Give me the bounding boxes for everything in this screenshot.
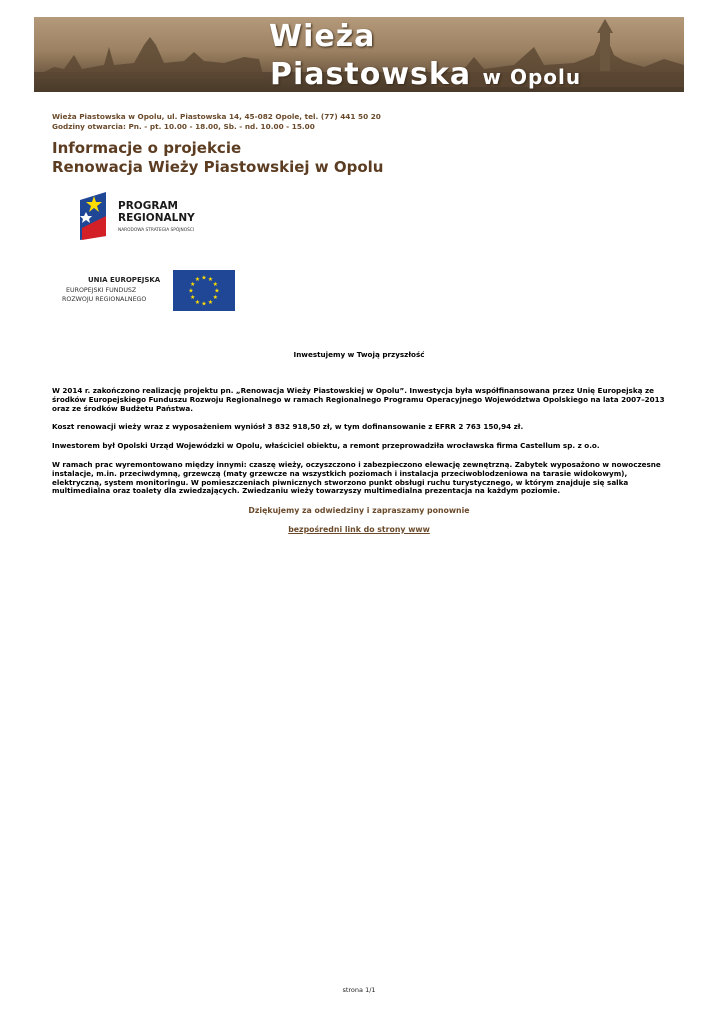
eu-star-icon: ★: [214, 287, 220, 295]
page-number: strona 1/1: [342, 986, 376, 994]
eu-star-icon: ★: [188, 287, 194, 295]
eu-star-icon: ★: [201, 300, 207, 308]
eu-star-icon: ★: [194, 298, 201, 306]
eu-flag-icon: [173, 270, 235, 311]
address-line: Wieża Piastowska w Opolu, ul. Piastowska 14, 45-082 Opole, tel. (77) 441 50 20: [52, 112, 381, 121]
eu-label-line2: EUROPEJSKI FUNDUSZ: [66, 287, 137, 294]
program-label-line1: PROGRAM: [118, 200, 178, 212]
page-title: [52, 139, 383, 177]
flag-star-icon: [76, 192, 112, 242]
program-tagline: NARODOWA STRATEGIA SPÓJNOŚCI: [118, 228, 195, 233]
banner-subtitle: [270, 57, 581, 92]
banner-title-line2: Piastowska: [270, 57, 472, 92]
paragraph-works: W ramach prac wyremontowano między innymi: czaszę wieży, oczyszczono i zabezpieczono elewację zewnętrzną. Zabytek wyposażono w nowoczesne instalacje, m.in. przeciwdymną, grzewczą (maty grzewcze na wszystkich poziomach i instalacja przeciwoblodzeniowa na tarasie widokowym), elektryczną, system monitoringu. W pomieszczeniach piwnicznych stworzono punkt obsługi ruchu turystycznego, w którym znajduje się salka multimedialna oraz toalety dla zwiedzających. Zwiedzaniu wieży towarzyszy multimedialna prezentacja na każdym poziomie.: [52, 460, 661, 496]
eu-star-icon: ★: [190, 281, 196, 288]
eu-star-icon: ★: [201, 274, 207, 282]
opening-hours: Godziny otwarcia: Pn. - pt. 10.00 - 18.00, Sb. - nd. 10.00 - 15.00: [52, 121, 315, 131]
direct-link[interactable]: bezpośredni link do strony www: [288, 525, 430, 534]
header-banner: [34, 17, 684, 92]
page-title-line1: Informacje o projekcie: [52, 139, 242, 157]
paragraph-cost: Koszt renowacji wieży wraz z wyposażeniem wyniósł 3 832 918,50 zł, w tym dofinansowanie z EFRR 2 763 150,94 zł.: [52, 422, 524, 431]
eu-label-line3: ROZWOJU REGIONALNEGO: [62, 296, 147, 303]
eu-star-icon: ★: [212, 281, 218, 288]
eu-label-line1: UNIA EUROPEJSKA: [88, 276, 161, 284]
page-title-line2: Renowacja Wieży Piastowskiej w Opolu: [52, 158, 384, 176]
paragraph-project: W 2014 r. zakończono realizację projektu pn. „Renowacja Wieży Piastowskiej w Opolu”. Inwestycja była współfinansowana przez Unię Europejską ze środków Europejskiego Funduszu Rozwoju Regionalnego w ramach Regionalnego Programu Operacyjnego Województwa Opolskiego na lata 2007–2013 oraz ze środków Budżetu Państwa.: [52, 386, 665, 413]
banner-suffix: w Opolu: [482, 65, 582, 89]
slogan: Inwestujemy w Twoją przyszłość: [293, 350, 425, 359]
eu-star-icon: ★: [194, 276, 201, 284]
program-label-line2: REGIONALNY: [118, 212, 195, 224]
paragraph-investor: Inwestorem był Opolski Urząd Wojewódzki w Opolu, właściciel obiektu, a remont przeprowadziła wrocławska firma Castellum sp. z o.o.: [52, 441, 600, 450]
program-regionalny-logo: [74, 190, 234, 242]
eu-star-icon: ★: [207, 298, 214, 306]
contact-info: [52, 112, 381, 131]
eu-star-icon: ★: [207, 276, 214, 284]
eu-star-icon: ★: [212, 294, 218, 301]
thanks-message: Dziękujemy za odwiedziny i zapraszamy ponownie: [248, 506, 470, 515]
eu-star-icon: ★: [190, 294, 196, 301]
banner-title: Wieża: [269, 19, 376, 54]
eu-fund-logo: [60, 270, 236, 312]
